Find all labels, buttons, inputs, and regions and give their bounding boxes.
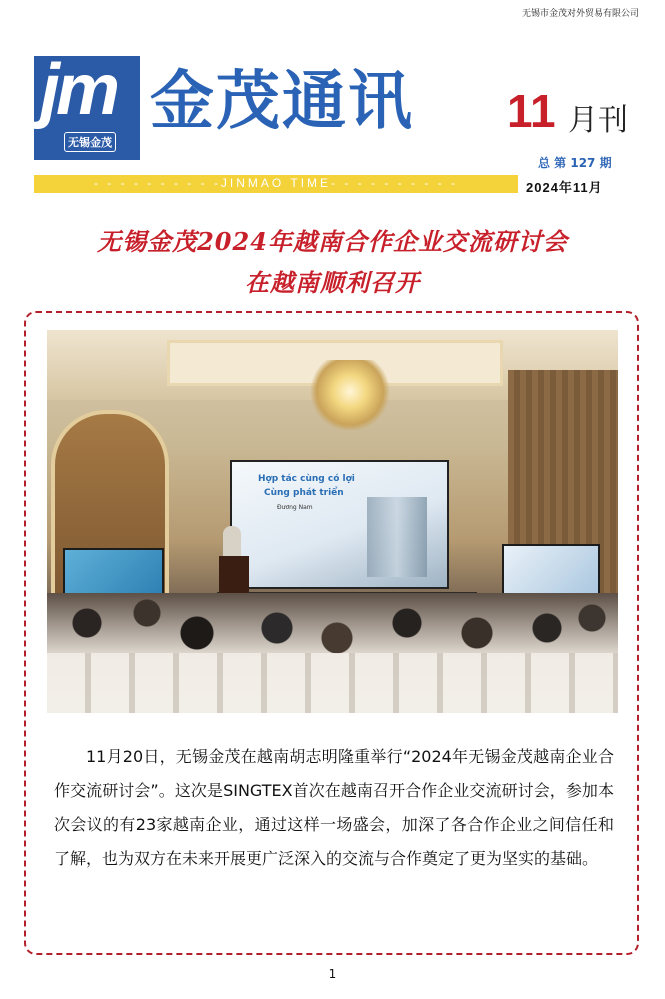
screen-text-1: Hợp tác cùng có lợi [258, 474, 355, 484]
chandelier [310, 360, 390, 430]
issue-date: 2024年11月 [526, 180, 603, 195]
banner-text: - - - - - - - - - -JINMAO TIME- - - - - - - - - - [93, 176, 459, 190]
page-number: 1 [328, 967, 337, 981]
article-body: 11月20日，无锡金茂在越南胡志明隆重举行“2024年无锡金茂越南企业合作交流研讨会”。这次是SINGTEX首次在越南召开合作企业交流研讨会，参加本次会议的有23家越南企业，通过这样一场盛会，加深了各合作企业之间信任和了解，也为双方在未来开展更广泛深入的交流与合作奠定了更为坚实的基础。 [54, 747, 614, 868]
jm-logo [34, 50, 140, 160]
masthead-title: 金茂通讯 [150, 65, 414, 139]
company-name: 无锡市金茂对外贸易有限公司 [521, 9, 639, 19]
article-title-line1: 无锡金茂2024年越南合作企业交流研讨会 [97, 227, 568, 256]
logo-letters: jm [40, 50, 117, 130]
article-title-line2: 在越南顺利召开 [245, 268, 420, 297]
conference-photo [47, 330, 618, 713]
projection-screen [230, 460, 449, 589]
total-issue: 总 第 127 期 [538, 156, 612, 170]
issue-number: 11 [507, 85, 556, 137]
logo-subtitle: 无锡金茂 [64, 132, 116, 152]
screen-text-2: Cùng phát triển [264, 488, 344, 498]
banner-bar [34, 175, 518, 193]
side-screen-right [502, 544, 600, 600]
issue-frequency: 月刊 [568, 103, 628, 138]
speaker [223, 526, 241, 560]
chairs [47, 653, 618, 713]
screen-text-3: Đương Nam [277, 504, 313, 511]
